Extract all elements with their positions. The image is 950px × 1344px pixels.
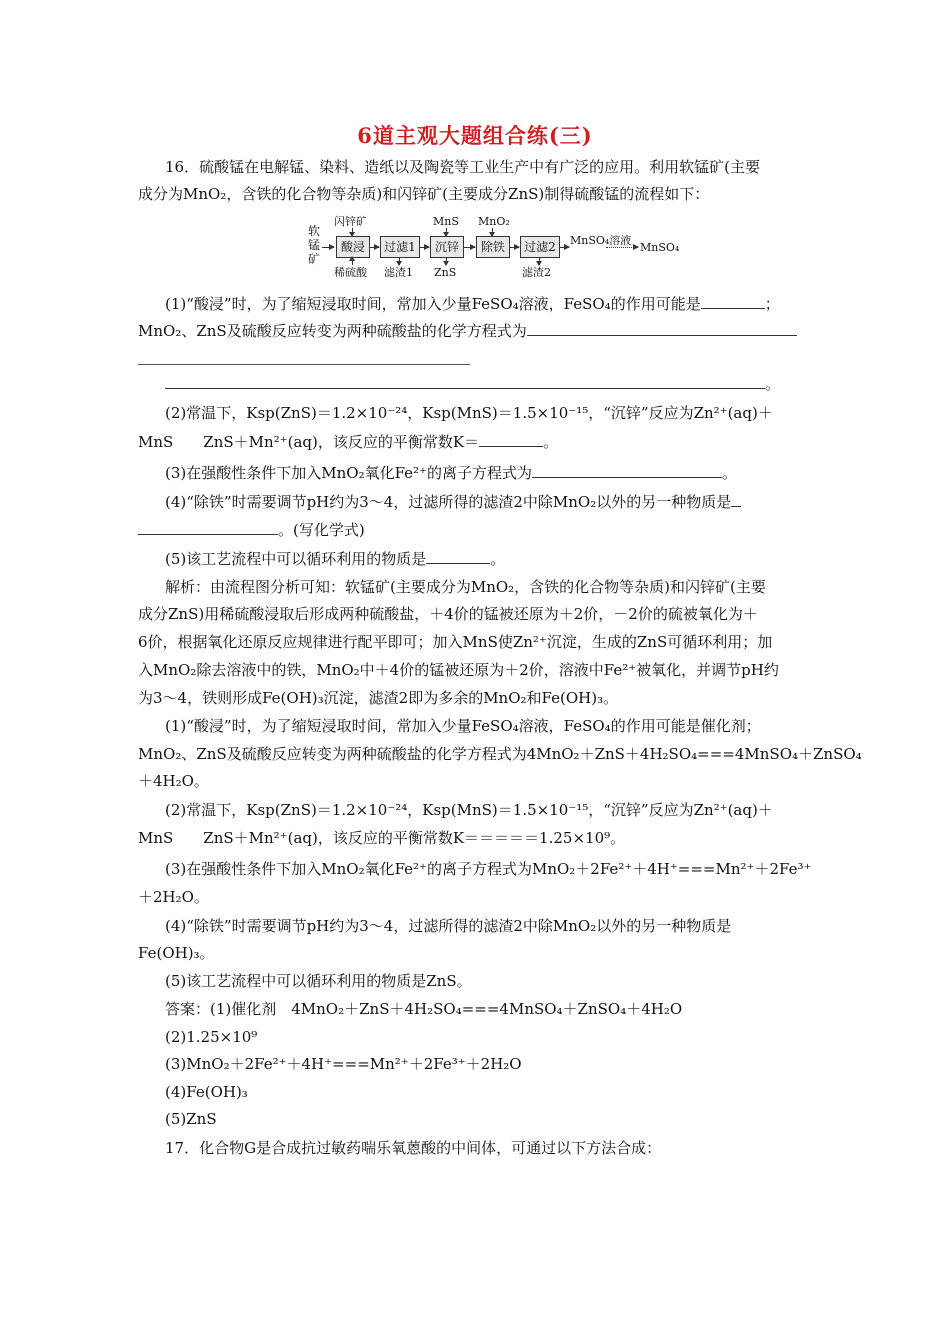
a1-line1: (1)“酸浸”时，为了缩短浸取时间，常加入少量FeSO₄溶液，FeSO₄的作用可能是催化剂； [165,717,761,735]
answer-blank[interactable] [426,549,490,564]
a1-line2: MnO₂、ZnS及硫酸反应转变为两种硫酸盐的化学方程式为4MnO₂＋ZnS＋4H₂SO₄===4MnSO₄＋ZnSO₄ [138,745,862,763]
q1-text2: MnO₂、ZnS及硫酸反应转变为两种硫酸盐的化学方程式为 [138,322,527,340]
analysis-line1: 解析：由流程图分析可知：软锰矿(主要成分为MnO₂，含铁的化合物等杂质)和闪锌矿(主要 [165,578,766,596]
q5-text: (5)该工艺流程中可以循环利用的物质是 [165,550,427,568]
flow-bottom-residue2: 滤渣2 [522,266,551,279]
flow-top-mns: MnS [433,215,459,228]
answer-line5: (5)ZnS [165,1110,217,1128]
q5-line [165,548,818,570]
a3-line2: ＋2H₂O。 [138,888,209,906]
answer-line2: (2)1.25×10⁹ [165,1028,258,1046]
flow-dotted-arrow [606,247,638,248]
answer-blank[interactable] [701,294,765,309]
a4-line1: (4)“除铁”时需要调节pH约为3～4，过滤所得的滤渣2中除MnO₂以外的另一种物质是 [165,917,732,935]
analysis-line4: 入MnO₂除去溶液中的铁，MnO₂中＋4价的锰被还原为＋2价，溶液中Fe²⁺被氧化，并调节pH约 [138,661,779,679]
page-title: 6道主观大题组合练(三) [357,123,593,148]
flow-box-filter1: 过滤1 [380,236,420,258]
q17-intro: 17．化合物G是合成抗过敏药喘乐氧蒽酸的中间体，可通过以下方法合成： [165,1139,662,1157]
flow-box-filter2: 过滤2 [520,236,560,258]
q4-line2 [138,519,818,541]
answer-blank[interactable] [138,520,278,535]
q16-intro-line2: 成分为MnO₂，含铁的化合物等杂质)和闪锌矿(主要成分ZnS)制得硫酸锰的流程如下： [138,185,710,203]
q1-end: 。 [765,375,781,393]
flow-arrow [492,228,493,236]
q1-text: (1)“酸浸”时，为了缩短浸取时间，常加入少量FeSO₄溶液，FeSO₄的作用可能是 [165,295,701,313]
q2-text: MnS ZnS＋Mn²⁺(aq)，该反应的平衡常数K＝ [138,433,480,451]
flow-arrow [322,247,334,248]
a4-line2: Fe(OH)₃。 [138,944,215,962]
q3-text: (3)在强酸性条件下加入MnO₂氧化Fe²⁺的离子方程式为 [165,464,532,482]
flow-bottom-residue1: 滤渣1 [384,266,413,279]
analysis-line2: 成分ZnS)用稀硫酸浸取后形成两种硫酸盐，＋4价的锰被还原为＋2价，－2价的硫被氧化为＋ [138,605,758,623]
flow-box-iron-removal: 除铁 [476,236,510,258]
flow-bottom-acid: 稀硫酸 [334,266,367,279]
answer-line4: (4)Fe(OH)₃ [165,1083,248,1101]
answer-blank[interactable] [527,321,797,336]
q2-line1: (2)常温下，Ksp(ZnS)＝1.2×10⁻²⁴，Ksp(MnS)＝1.5×10⁻¹⁵，“沉锌”反应为Zn²⁺(aq)＋ [165,404,773,422]
q1-line [165,293,818,315]
a5-line: (5)该工艺流程中可以循环利用的物质是ZnS。 [165,972,472,990]
flow-box-zinc-precip: 沉锌 [430,236,464,258]
flow-arrow [446,257,447,265]
answer-line1: 答案：(1)催化剂 4MnO₂＋ZnS＋4H₂SO₄===4MnSO₄＋ZnSO₄＋4H₂O [165,1000,683,1018]
flow-feed-label: 软锰矿 [308,224,321,266]
flow-product-label: MnSO₄ [640,241,680,254]
flow-top-sphalerite: 闪锌矿 [334,215,367,228]
q1-line2 [138,320,818,342]
answer-blank[interactable] [479,432,543,447]
flow-box-acid-leach: 酸浸 [336,236,370,258]
answer-line3: (3)MnO₂＋2Fe²⁺＋4H⁺===Mn²⁺＋2Fe³⁺＋2H₂O [165,1055,522,1073]
q3-line [165,462,818,484]
a3-line1: (3)在强酸性条件下加入MnO₂氧化Fe²⁺的离子方程式为MnO₂＋2Fe²⁺＋4H⁺===Mn²⁺＋2Fe³⁺ [165,860,812,878]
q3-period: 。 [721,464,737,482]
q4-line1 [165,491,818,513]
a2-line1: (2)常温下，Ksp(ZnS)＝1.2×10⁻²⁴，Ksp(MnS)＝1.5×10⁻¹⁵，“沉锌”反应为Zn²⁺(aq)＋ [165,801,773,819]
flow-arrow [446,228,447,236]
flow-arrow [399,257,400,265]
flow-arrow [419,247,429,248]
q1-semicolon: ； [764,295,780,313]
q5-period: 。 [490,550,506,568]
flow-arrow [463,247,475,248]
flow-arrow [509,247,519,248]
a2-line2: MnS ZnS＋Mn²⁺(aq)，该反应的平衡常数K＝＝＝＝＝1.25×10⁹。 [138,829,626,847]
analysis-line5: 为3～4，铁则形成Fe(OH)₃沉淀，滤渣2即为多余的MnO₂和Fe(OH)₃。 [138,689,619,707]
process-flow-diagram [300,215,690,280]
analysis-line3: 6价，根据氧化还原反应规律进行配平即可；加入MnS使Zn²⁺沉淀，生成的ZnS可循环利用；加 [138,633,773,651]
flow-arrow [352,257,353,265]
answer-blank[interactable] [532,463,722,478]
q4-text: (4)“除铁”时需要调节pH约为3～4，过滤所得的滤渣2中除MnO₂以外的另一种物质是 [165,493,732,511]
flow-arrow [539,257,540,265]
q4-end: 。(写化学式) [278,521,365,539]
a1-line3: ＋4H₂O。 [138,772,209,790]
answer-blank[interactable] [165,374,765,389]
q2-period: 。 [543,433,559,451]
flow-arrow [559,247,569,248]
q1-line3 [165,373,818,395]
q2-line2 [138,431,818,453]
flow-bottom-zns: ZnS [434,266,457,279]
q16-intro-line1: 16．硫酸锰在电解锰、染料、造纸以及陶瓷等工业生产中有广泛的应用。利用软锰矿(主要 [165,158,760,176]
flow-solution-label: MnSO₄溶液 [570,234,632,247]
answer-blank-line[interactable] [138,364,470,365]
answer-blank[interactable] [731,492,741,507]
flow-arrow [352,228,353,236]
flow-top-mno2: MnO₂ [478,215,510,228]
flow-arrow [369,247,379,248]
